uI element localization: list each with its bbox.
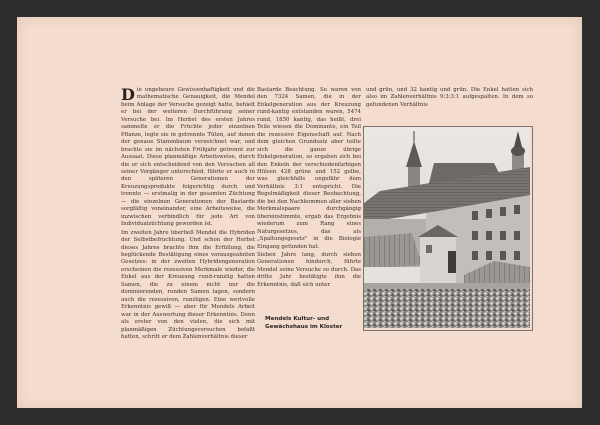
text-column-2 [257, 87, 361, 289]
paragraph: und grün, und 32 kantig und grün. Die Enkel hatten sich also im Zahlenverhältnis 9:3:3:1 aufgespalten. In dem so gefundenen Verhältnis [366, 87, 533, 108]
paragraph: Im zweiten Jahre überließ Mendel die Hybriden der Selbstbefruchtung. Und schon der Herbst dieses Jahres brachte ihm die Erfüllung, die beglückende Bestätigung eines vorausgeahnten Gesetzes: in der zweiten Hybridengeneration erscheinen die rezessiven Merkmale wieder, die Enkel aus der Kreuzung rund-runzlig hatten Samen, die zu einem nicht nur die dominierenden, runden Samen lagen, sondern auch die rezessiven, runzligen. Eine wertvolle Erkenntnis gewiß — aber für Mendels Arbeit war in der Auswertung dieser Erkenntnis. Denn als erster von den vielen, die sich mit planmäßigen Züchtungsversuchen befaßt hatten, schritt er dem Zahlenverhältnis dieser [121, 229, 255, 340]
drop-cap: D [121, 85, 135, 104]
paragraph: Bastarde Beachtung. So waren von den 7324 Samen, die in der Enkelgeneration aus der Kreuzung rund-kantig entstanden waren, 5474 rund, 1850 kantig, das heißt, drei Teile wiesen die Dominante, ein Teil die rezessive Eigenschaft auf. Nach dem gleichen Grundsatz aber teilte sich die ganze übrige Enkelgeneration, so ergaben sich bei den Enkeln der verschiedenfarbigen Hülsen 428 grüne und 152 gelbe, was gleichfalls ungefähr dem Verhältnis 3:1 entspricht. Die Regelmäßigkeit dieser Beobachtung, die bei den Nachkommen aller sieben Merkmalspaare durchgängig übereinstimmte, ergab das Ergebnis wiederum zum Rang eines Naturgesetzes, das als „Spaltungsgesetz" in die Biologie Eingang gefunden hat. [257, 87, 361, 250]
text-column-1 [121, 87, 255, 341]
paragraph: Sieben Jahre lang, durch sieben Generationen hindurch, führte Mendel seine Versuche so durch. Das dritte Jahr bestätigte ihm die Erkenntnis, daß sich unter [257, 251, 361, 288]
text-column-3 [366, 87, 533, 109]
photo-caption: Mendels Kultur- und Gewächshaus im Kloster [265, 316, 343, 330]
document-page [17, 17, 582, 408]
paragraph: ie ungeheure Gewissenhaftigkeit und die mathematische Genauigkeit, die Mendel beim Anlage der Versuche gezeigt hatte, behielt er bei der weiteren Durchführung seiner Versuche bei. Im Herbst des ersten Jahres sammelte er die Früchte jeder einzelnen Pflanze, legte sie in getrennte Tüten, auf denen der genaue Stammbaum verzeichnet war, und brachte sie im nächsten Frühjahr getrennt zur Aussaat. Diese planmäßige Arbeitsweise, durch die er sich entscheidend von den Versuchen all seiner Vorgänger unterschied, führte er auch in den späteren Generationen der Kreuzungsprodukte folgerichtig durch und trennte — erstmalig in der gesamten Züchtung — die einzelnen Generationen der Bastarde sorgfältig voneinander, eine Arbeitsweise, die inzwischen verbindlich für jede Art von Individualzüchtung geworden ist. [121, 87, 255, 228]
monastery-photo [363, 126, 533, 331]
